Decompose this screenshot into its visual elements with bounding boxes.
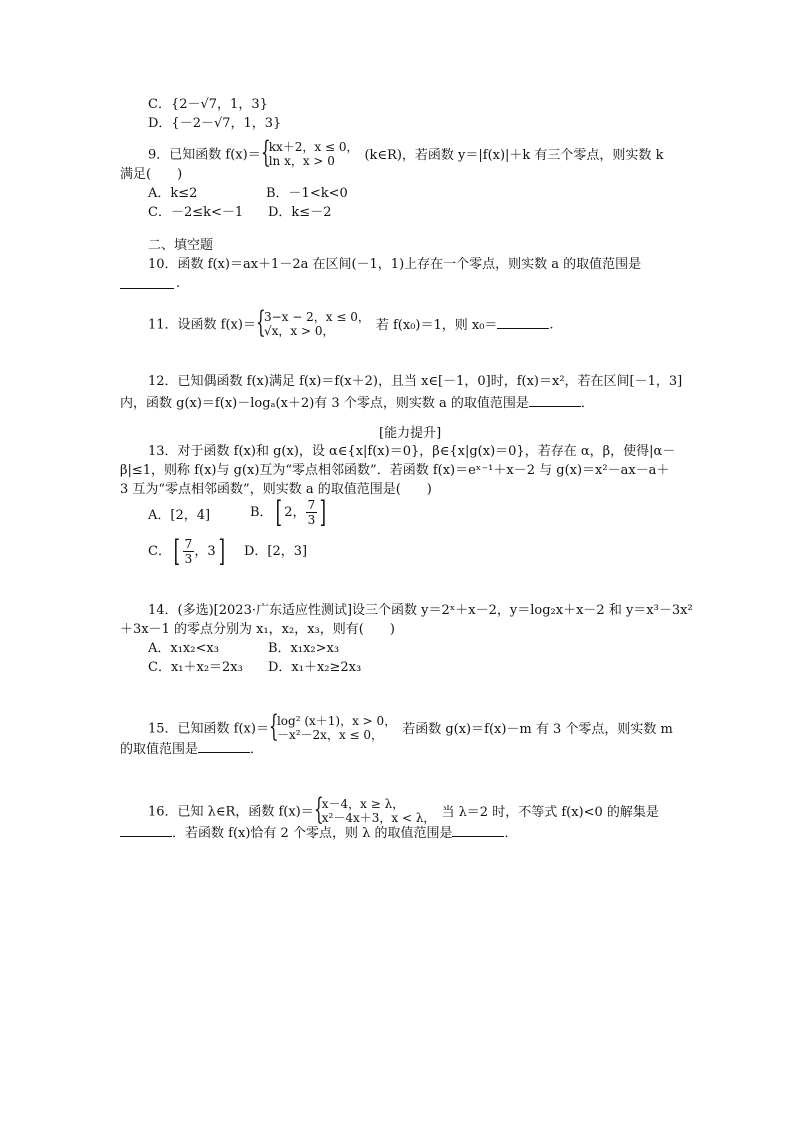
brace-icon: { bbox=[313, 792, 324, 827]
q13-option-c bbox=[148, 533, 227, 569]
q9-stem bbox=[148, 135, 664, 170]
q16-suffix: 当 λ＝2 时，不等式 f(x)<0 的解集是 bbox=[441, 804, 659, 820]
q11-piecewise bbox=[255, 305, 370, 340]
q9-stem-cont: 满足( ) bbox=[120, 167, 183, 182]
brace-icon: { bbox=[255, 305, 266, 340]
q13-option-b-lower: 2， bbox=[284, 505, 306, 520]
right-bracket-icon: ] bbox=[319, 494, 327, 530]
q9-option-b: B．－1<k<0 bbox=[266, 186, 348, 201]
q12-line-1: 12．已知偶函数 f(x)满足 f(x)＝f(x＋2)，且当 x∈[－1，0]时，f(x)＝x²，若在区间[－1，3] bbox=[148, 374, 683, 389]
fraction-numerator: 7 bbox=[307, 498, 316, 512]
q15-line-2-text: 的取值范围是 bbox=[120, 742, 199, 757]
q14-option-a: A．x₁x₂<x₃ bbox=[148, 641, 219, 656]
q13-line-2: β|≤1，则称 f(x)与 g(x)互为“零点相邻函数”．若函数 f(x)＝eˣ⁻¹＋x－2 与 g(x)＝x²－ax－a＋ bbox=[120, 463, 670, 478]
q13-option-b-label: B． bbox=[250, 505, 273, 520]
q9-piecewise bbox=[260, 135, 359, 170]
q16-piece-1: x－4，x ≥ λ， bbox=[321, 797, 405, 811]
q16-stem bbox=[148, 792, 659, 827]
q16-answer-blank-1 bbox=[120, 824, 172, 837]
q13-option-b bbox=[250, 494, 329, 530]
q13-line-3: 3 互为“零点相邻函数”，则实数 a 的取值范围是( ) bbox=[120, 482, 432, 497]
q15-piece-2: －x²－2x，x ≤ 0， bbox=[276, 728, 384, 742]
brace-icon: { bbox=[260, 135, 271, 170]
section-heading-ability: [能力提升] bbox=[379, 426, 442, 441]
section-heading-fill: 二、填空题 bbox=[148, 238, 214, 253]
q15-line-2 bbox=[120, 740, 263, 758]
fraction-denominator: 3 bbox=[307, 513, 316, 527]
q15-piecewise bbox=[268, 709, 397, 744]
q9-piece-1: kx＋2，x ≤ 0， bbox=[268, 140, 359, 154]
q16-prefix: 16．已知 λ∈R，函数 f(x)＝ bbox=[148, 804, 314, 820]
q9-suffix: (k∈R)，若函数 y＝|f(x)|＋k 有三个零点，则实数 k bbox=[364, 147, 664, 163]
q14-line-2: ＋3x－1 的零点分别为 x₁，x₂，x₃，则有( ) bbox=[120, 622, 395, 637]
q10-text: 10．函数 f(x)＝ax＋1－2a 在区间(－1，1)上存在一个零点，则实数 a 的取值范围是 bbox=[148, 257, 642, 272]
q10-answer-blank bbox=[120, 288, 174, 289]
q11-stem bbox=[148, 305, 554, 340]
q12-line-2 bbox=[120, 394, 594, 412]
q12-end: ． bbox=[580, 396, 594, 411]
q14-option-d: D．x₁＋x₂≥2x₃ bbox=[268, 660, 362, 675]
q11-prefix: 11．设函数 f(x)＝ bbox=[148, 317, 256, 333]
q13-option-b-fraction bbox=[306, 498, 318, 527]
q16-end: ． bbox=[504, 826, 518, 841]
q15-end: ． bbox=[250, 742, 264, 757]
q15-piece-1: log² (x＋1)，x > 0， bbox=[276, 714, 397, 728]
fraction-numerator: 7 bbox=[184, 537, 193, 551]
q12-answer-blank bbox=[529, 394, 581, 407]
q14-option-b: B．x₁x₂>x₃ bbox=[268, 641, 340, 656]
q9-prefix: 9．已知函数 f(x)＝ bbox=[148, 147, 261, 163]
q16-answer-blank-2 bbox=[452, 824, 504, 837]
q11-answer-blank bbox=[497, 316, 549, 329]
q16-piecewise bbox=[313, 792, 436, 827]
q14-line-1: 14．(多选)[2023·广东适应性测试]设三个函数 y＝2ˣ＋x－2，y＝log₂x＋x－2 和 y＝x³－3x² bbox=[148, 603, 693, 618]
q14-option-c: C．x₁＋x₂＝2x₃ bbox=[148, 660, 243, 675]
q10-end: . bbox=[176, 276, 181, 291]
q12-line-2-text: 内，函数 g(x)＝f(x)－logₐ(x＋2)有 3 个零点，则实数 a 的取值范围是 bbox=[120, 396, 529, 411]
q9-option-c: C．－2≤k<－1 bbox=[148, 205, 244, 220]
q13-option-c-fraction bbox=[183, 537, 195, 566]
q13-option-d: D．[2，3] bbox=[244, 544, 308, 559]
q16-piece-2: x²－4x＋3，x < λ， bbox=[321, 811, 436, 825]
q9-option-a: A．k≤2 bbox=[148, 186, 198, 201]
left-bracket-icon: [ bbox=[275, 494, 282, 530]
left-bracket-icon: [ bbox=[173, 533, 181, 569]
q11-piece-2: √x，x > 0， bbox=[263, 324, 335, 338]
q13-option-c-upper: ，3 bbox=[194, 544, 216, 559]
q8-option-d: D．{－2－√7，1，3} bbox=[148, 116, 282, 131]
q15-suffix: 若函数 g(x)＝f(x)－m 有 3 个零点，则实数 m bbox=[402, 721, 673, 737]
q13-option-c-label: C． bbox=[148, 544, 171, 559]
fraction-denominator: 3 bbox=[184, 552, 193, 566]
q15-prefix: 15．已知函数 f(x)＝ bbox=[148, 721, 269, 737]
q9-option-d: D．k≤－2 bbox=[268, 205, 332, 220]
q15-answer-blank bbox=[198, 740, 250, 753]
q16-line-2-text: ．若函数 f(x)恰有 2 个零点，则 λ 的取值范围是 bbox=[172, 826, 453, 841]
brace-icon: { bbox=[268, 709, 279, 744]
q11-suffix: 若 f(x₀)＝1，则 x₀＝ bbox=[375, 317, 498, 333]
q8-option-c: C．{2－√7，1，3} bbox=[148, 97, 268, 112]
q9-piece-2: ln x，x > 0 bbox=[268, 154, 335, 168]
q13-line-1: 13．对于函数 f(x)和 g(x)，设 α∈{x|f(x)＝0}，β∈{x|g(x)＝0}，若存在 α，β，使得|α－ bbox=[148, 444, 676, 459]
right-bracket-icon: ] bbox=[218, 533, 225, 569]
q13-option-a: A．[2，4] bbox=[148, 508, 211, 523]
q16-line-2 bbox=[120, 824, 517, 842]
q11-piece-1: 3−x − 2，x ≤ 0， bbox=[263, 310, 370, 324]
q11-end: . bbox=[549, 317, 554, 333]
